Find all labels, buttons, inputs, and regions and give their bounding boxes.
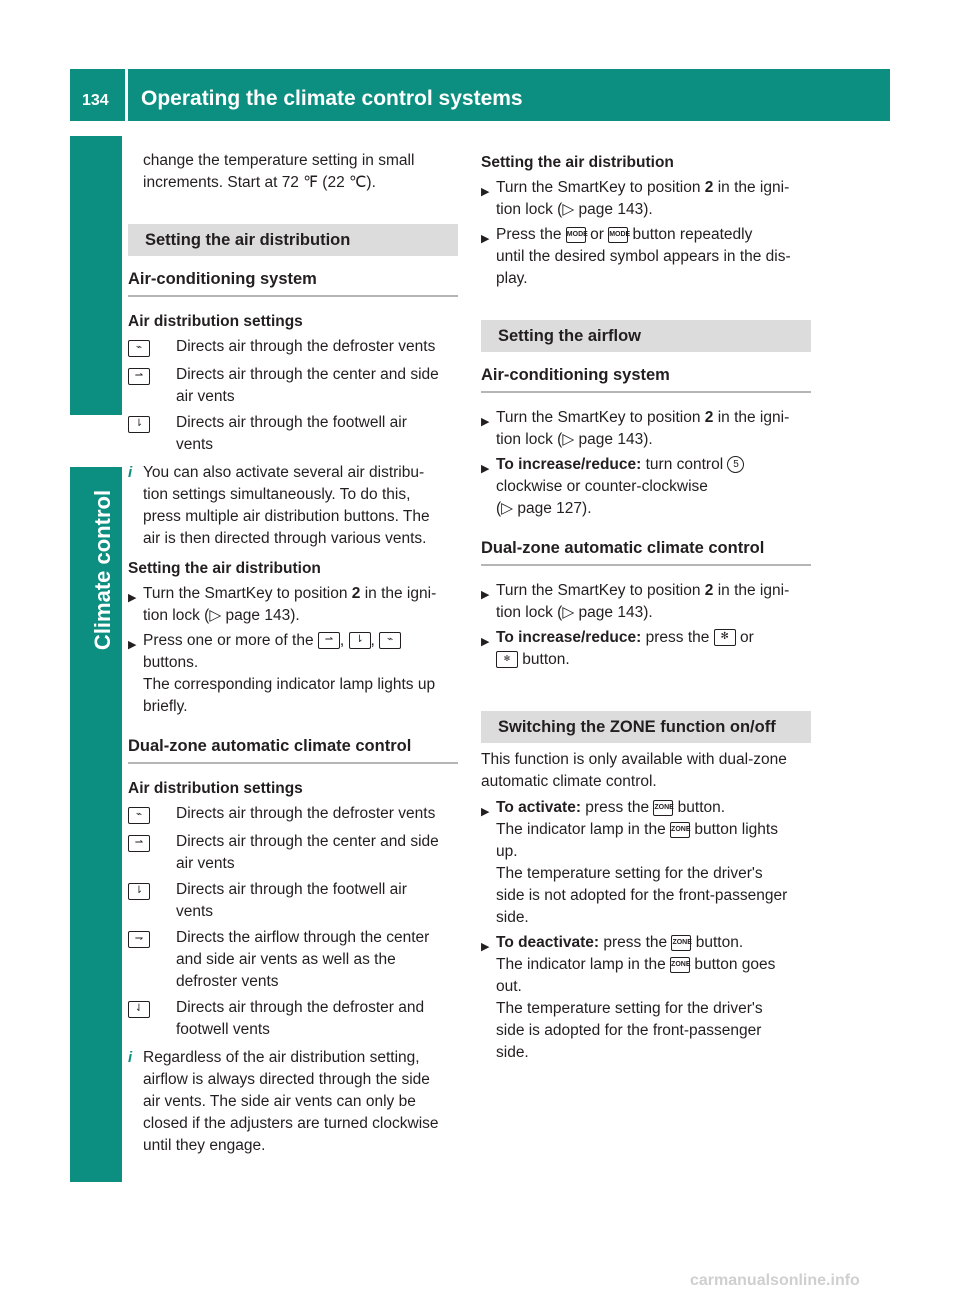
step-text: buttons. xyxy=(143,654,199,671)
subsection-heading: Air-conditioning system xyxy=(128,256,458,297)
setting-symbol xyxy=(128,336,176,360)
step-label: To increase/reduce: xyxy=(496,456,642,473)
section-heading: Switching the ZONE function on/off xyxy=(481,711,811,743)
position-number: 2 xyxy=(704,179,714,196)
step xyxy=(481,224,811,290)
info-text: Regardless of the air distribution setting, xyxy=(143,1049,420,1066)
setting-symbol xyxy=(128,879,176,923)
mode-up-button-icon: MODE xyxy=(566,227,586,243)
setting-text: vents xyxy=(176,903,214,920)
step-arrow-icon: ▶ xyxy=(481,463,490,475)
side-tab-marker xyxy=(70,415,122,467)
step xyxy=(481,797,811,929)
side-tab-label: Climate control xyxy=(90,489,115,651)
zone-button-icon: ZONE xyxy=(653,800,673,816)
setting-row xyxy=(128,803,458,827)
step xyxy=(481,580,811,624)
setting-description xyxy=(176,927,429,993)
header-divider xyxy=(125,69,128,121)
step-text: The indicator lamp in the xyxy=(496,956,671,973)
setting-symbol xyxy=(128,997,176,1041)
step-arrow-icon: ▶ xyxy=(481,233,490,245)
defroster-vent-icon: ⌁ xyxy=(379,632,401,649)
step-arrow-icon: ▶ xyxy=(481,941,490,953)
step-text: or xyxy=(590,226,604,243)
step-arrow-icon: ▶ xyxy=(481,806,490,818)
step-text: side is not adopted for the front-passenger xyxy=(496,887,788,904)
page-ref: tion lock (▷ page 143). xyxy=(496,604,653,621)
step xyxy=(481,932,811,1064)
setting-text: Directs air through the defroster and xyxy=(176,999,425,1016)
info-icon: i xyxy=(128,1049,133,1066)
procedure-heading: Setting the air distribution xyxy=(481,154,674,171)
intro-text: change the temperature setting in small xyxy=(143,152,415,169)
step-text: Turn the SmartKey to position xyxy=(143,585,352,602)
body-text: This function is only available with dual-zone xyxy=(481,751,787,768)
step xyxy=(481,454,811,520)
step-text: in the igni- xyxy=(360,585,437,602)
step-text: press the xyxy=(641,629,714,646)
setting-text: air vents xyxy=(176,855,235,872)
step-text: button goes xyxy=(690,956,776,973)
right-column xyxy=(481,150,811,1067)
info-note xyxy=(128,1047,458,1157)
info-text: press multiple air distribution buttons. The xyxy=(143,508,430,525)
step-arrow-icon: ▶ xyxy=(128,592,137,604)
footwell-vent-icon: ⇂ xyxy=(128,883,150,900)
setting-description xyxy=(176,364,439,408)
center-side-vent-icon: ⇀ xyxy=(318,632,340,649)
step xyxy=(481,177,811,221)
defroster-footwell-vent-icon: ⇃ xyxy=(128,1001,150,1018)
info-text: air vents. The side air vents can only be xyxy=(143,1093,416,1110)
step-text: up. xyxy=(496,843,518,860)
step-text: The temperature setting for the driver's xyxy=(496,865,763,882)
step-arrow-icon: ▶ xyxy=(481,589,490,601)
info-icon: i xyxy=(128,464,133,481)
zone-button-icon: ZONE xyxy=(670,822,690,838)
step-text: until the desired symbol appears in the dis- xyxy=(496,248,791,265)
info-text: closed if the adjusters are turned clockwise xyxy=(143,1115,439,1132)
intro-text: increments. Start at 72 ℉ (22 ℃). xyxy=(143,174,376,191)
fan-increase-button-icon: ✻ xyxy=(714,629,736,646)
step-text: Turn the SmartKey to position xyxy=(496,179,705,196)
subsection-heading: Dual-zone automatic climate control xyxy=(128,721,458,764)
setting-row xyxy=(128,927,458,993)
step-text: play. xyxy=(496,270,528,287)
step-text: button lights xyxy=(690,821,778,838)
left-column xyxy=(128,150,458,1165)
center-defroster-vent-icon: ⇁ xyxy=(128,931,150,948)
step-text: button. xyxy=(518,651,570,668)
setting-row xyxy=(128,879,458,923)
step-arrow-icon: ▶ xyxy=(481,186,490,198)
setting-text: air vents xyxy=(176,388,235,405)
page-ref: tion lock (▷ page 143). xyxy=(143,607,300,624)
settings-list xyxy=(128,803,458,1041)
step-text: briefly. xyxy=(143,698,188,715)
step-arrow-icon: ▶ xyxy=(128,639,137,651)
setting-row xyxy=(128,412,458,456)
setting-text: and side air vents as well as the xyxy=(176,951,396,968)
info-text: tion settings simultaneously. To do this, xyxy=(143,486,411,503)
step-text: Turn the SmartKey to position xyxy=(496,582,705,599)
position-number: 2 xyxy=(704,582,714,599)
step-arrow-icon: ▶ xyxy=(481,636,490,648)
step-label: To activate: xyxy=(496,799,581,816)
setting-description xyxy=(176,997,424,1041)
info-text: airflow is always directed through the side xyxy=(143,1071,430,1088)
defroster-vent-icon: ⌁ xyxy=(128,340,150,357)
setting-description xyxy=(176,412,407,456)
setting-text: vents xyxy=(176,436,214,453)
page-ref: tion lock (▷ page 143). xyxy=(496,431,653,448)
step-text: turn control xyxy=(641,456,728,473)
footwell-vent-icon: ⇂ xyxy=(349,632,371,649)
step-text: Turn the SmartKey to position xyxy=(496,409,705,426)
zone-button-icon: ZONE xyxy=(671,935,691,951)
step xyxy=(481,627,811,671)
center-side-vent-icon: ⇀ xyxy=(128,368,150,385)
setting-symbol xyxy=(128,803,176,827)
step-text: out. xyxy=(496,978,522,995)
info-text: air is then directed through various vents. xyxy=(143,530,427,547)
setting-symbol xyxy=(128,412,176,456)
setting-text: Directs the airflow through the center xyxy=(176,929,430,946)
watermark: carmanualsonline.info xyxy=(690,1272,860,1289)
step-text: clockwise or counter-clockwise xyxy=(496,478,708,495)
settings-heading: Air distribution settings xyxy=(128,313,303,330)
zone-button-icon: ZONE xyxy=(670,957,690,973)
setting-symbol xyxy=(128,927,176,993)
step-text: The temperature setting for the driver's xyxy=(496,1000,763,1017)
settings-list xyxy=(128,336,458,456)
step-text: button. xyxy=(691,934,744,951)
subsection-heading: Air-conditioning system xyxy=(481,352,811,393)
step-text: in the igni- xyxy=(713,179,790,196)
page-ref: tion lock (▷ page 143). xyxy=(496,201,653,218)
info-note xyxy=(128,462,458,550)
setting-symbol xyxy=(128,831,176,875)
setting-text: Directs air through the defroster vents xyxy=(176,805,436,822)
setting-description xyxy=(176,803,435,827)
position-number: 2 xyxy=(704,409,714,426)
step-text: in the igni- xyxy=(713,582,790,599)
setting-description xyxy=(176,336,435,360)
setting-description xyxy=(176,831,439,875)
step-text: side. xyxy=(496,909,529,926)
setting-text: Directs air through the center and side xyxy=(176,833,439,850)
settings-heading: Air distribution settings xyxy=(128,780,303,797)
setting-text: Directs air through the defroster vents xyxy=(176,338,436,355)
setting-text: defroster vents xyxy=(176,973,279,990)
footwell-vent-icon: ⇂ xyxy=(128,416,150,433)
setting-text: Directs air through the center and side xyxy=(176,366,439,383)
info-text: You can also activate several air distribu- xyxy=(143,464,425,481)
procedure-heading: Setting the air distribution xyxy=(128,560,321,577)
step-text: button repeatedly xyxy=(632,226,753,243)
step-text: side is adopted for the front-passenger xyxy=(496,1022,762,1039)
step-arrow-icon: ▶ xyxy=(481,416,490,428)
step xyxy=(481,407,811,451)
step-text: side. xyxy=(496,1044,529,1061)
fan-decrease-button-icon: ✻ xyxy=(496,651,518,668)
page-number: 134 xyxy=(82,92,109,109)
setting-row xyxy=(128,364,458,408)
step-text: or xyxy=(735,629,754,646)
defroster-vent-icon: ⌁ xyxy=(128,807,150,824)
step-text: Press one or more of the xyxy=(143,632,314,649)
step xyxy=(128,583,458,627)
step-text: press the xyxy=(599,934,672,951)
body-text: automatic climate control. xyxy=(481,773,657,790)
page-title: Operating the climate control systems xyxy=(141,87,523,110)
setting-row xyxy=(128,997,458,1041)
step-text: in the igni- xyxy=(713,409,790,426)
setting-symbol xyxy=(128,364,176,408)
step-text: The indicator lamp in the xyxy=(496,821,671,838)
mode-down-button-icon: MODE xyxy=(608,227,628,243)
step-label: To increase/reduce: xyxy=(496,629,642,646)
control-number-icon: 5 xyxy=(727,456,744,473)
setting-row xyxy=(128,336,458,360)
subsection-heading: Dual-zone automatic climate control xyxy=(481,523,811,566)
setting-text: footwell vents xyxy=(176,1021,270,1038)
setting-text: Directs air through the footwell air xyxy=(176,414,407,431)
section-heading: Setting the air distribution xyxy=(128,224,458,256)
page-ref: (▷ page 127). xyxy=(496,500,592,517)
setting-text: Directs air through the footwell air xyxy=(176,881,407,898)
step: ▶ Press one or more of the ⇀ , ⇂ , ⌁ buttons. The corresponding indicator lamp lights up briefly. xyxy=(128,630,458,718)
step-text: button. xyxy=(673,799,726,816)
step-label: To deactivate: xyxy=(496,934,600,951)
center-side-vent-icon: ⇀ xyxy=(128,835,150,852)
step-text: press the xyxy=(581,799,654,816)
section-heading: Setting the airflow xyxy=(481,320,811,352)
setting-row xyxy=(128,831,458,875)
info-text: until they engage. xyxy=(143,1137,266,1154)
position-number: 2 xyxy=(351,585,361,602)
step-text: The corresponding indicator lamp lights up xyxy=(143,676,436,693)
setting-description xyxy=(176,879,407,923)
step-text: Press the xyxy=(496,226,562,243)
side-tab xyxy=(70,136,122,1182)
